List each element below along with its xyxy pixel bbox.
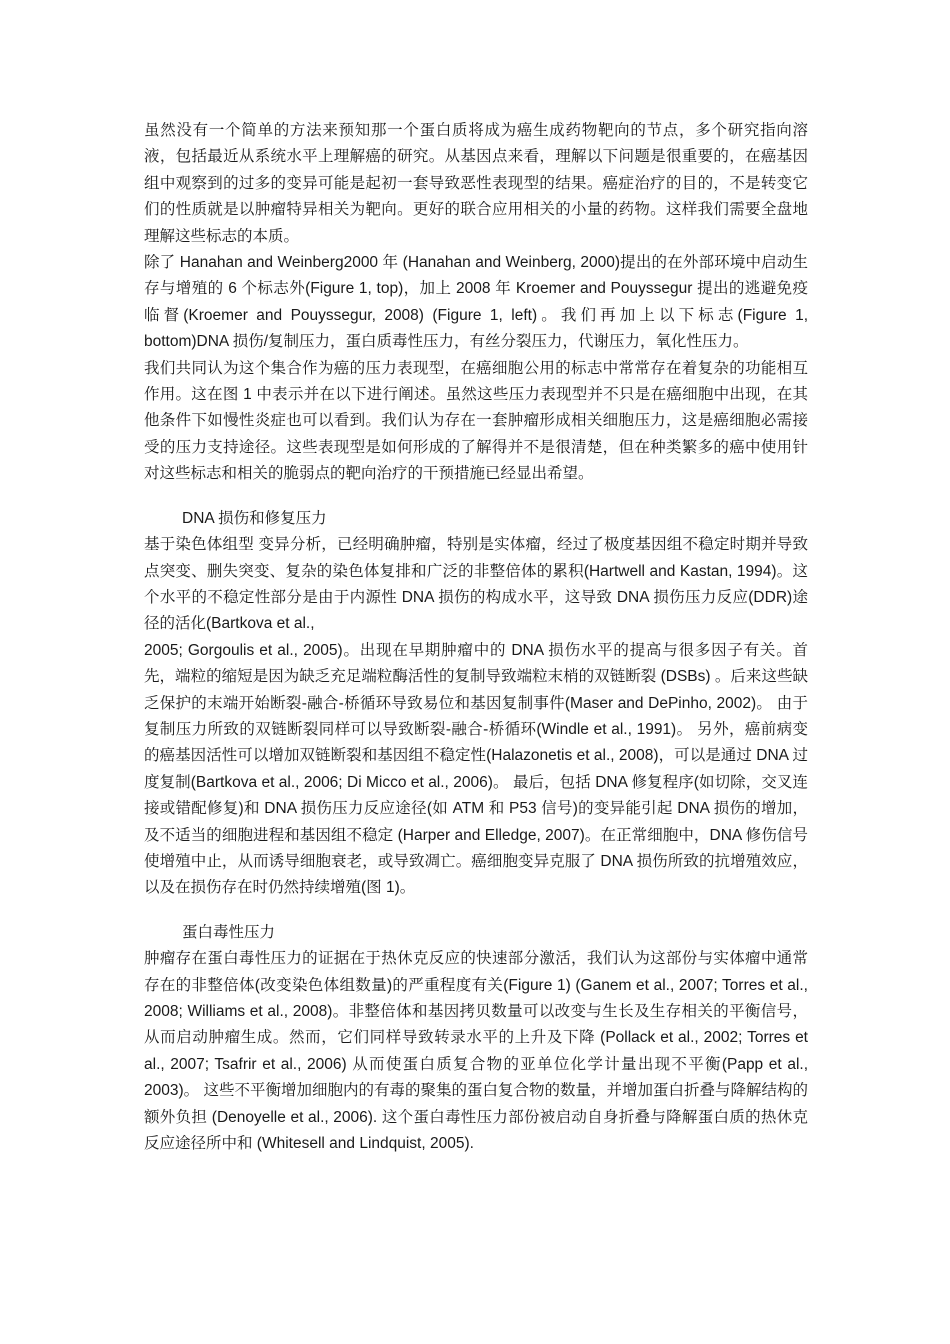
intro-paragraph-2: 除了 Hanahan and Weinberg2000 年 (Hanahan and Weinberg, 2000)提出的在外部环境中启动生存与增殖的 6 个标志外(Figure 1, top)，加上 2008 年 Kroemer and Pouyssegur 提出的逃避免疫临督(Kroemer and Pouyssegur, 2008) (Figure 1, left)。我们再加上以下标志(Figure 1, bottom)DNA 损伤/复制压力，蛋白质毒性压力，有丝分裂压力，代谢压力，氧化性压力。 — [144, 254, 808, 351]
section1-paragraph-2: 2005; Gorgoulis et al., 2005)。出现在早期肿瘤中的 DNA 损伤水平的提高与很多因子有关。首先，端粒的缩短是因为缺乏充足端粒酶活性的复制导致端粒末梢的双链断裂 (DSBs) 。后来这些缺乏保护的末端开始断裂-融合-桥循环导致易位和基因复制事件(Maser and DePinho, 2002)。 由于复制压力所致的双链断裂同样可以导致断裂-融合-桥循环(Windle et al., 1991)。 另外，癌前病变 的癌基因活性可以增加双链断裂和基因组不稳定性(Halazonetis et al., 2008)，可以是通过 DNA 过度复制(Bartkova et al., 2006; Di Micco et al., 2006)。 最后，包括 DNA 修复程序(如切除，交叉连接或错配修复)和 DNA 损伤压力反应途径(如 ATM 和 P53 信号)的变异能引起 DNA 损伤的增加，及不适当的细胞进程和基因组不稳定 (Harper and Elledge, 2007)。在正常细胞中，DNA 修伤信号使增殖中止，从而诱导细胞衰老，或导致凋亡。癌细胞变异克服了 DNA 损伤所致的抗增殖效应，以及在损伤存在时仍然持续增殖(图 1)。 — [144, 641, 808, 897]
section-heading-proteotoxic-stress: 蛋白毒性压力 — [182, 923, 276, 941]
section-heading-dna-damage: DNA 损伤和修复压力 — [182, 509, 327, 527]
intro-paragraph-3: 我们共同认为这个集合作为癌的压力表现型，在癌细胞公用的标志中常常存在着复杂的功能相互作用。这在图 1 中表示并在以下进行阐述。虽然这些压力表现型并不只是在癌细胞中出现，在其他条件下如慢性炎症也可以看到。我们认为存在一套肿瘤形成相关细胞压力，这是癌细胞必需接受的压力支持途径。这些表现型是如何形成的了解得并不是很清楚，但在种类繁多的癌中使用针对这些标志和相关的脆弱点的靶向治疗的干预措施已经显出希望。 — [144, 359, 808, 483]
section2-paragraph-1: 肿瘤存在蛋白毒性压力的证据在于热休克反应的快速部分激活，我们认为这部份与实体瘤中通常存在的非整倍体(改变染色体组数量)的严重程度有关(Figure 1) (Ganem et al., 2007; Torres et al., 2008; Williams et al., 2008)。非整倍体和基因拷贝数量可以改变与生长及生存相关的平衡信号，从而启动肿瘤生成。然而，它们同样导致转录水平的上升及下降 (Pollack et al., 2002; Torres et al., 2007; Tsafrir et al., 2006) 从而使蛋白质复合物的亚单位化学计量出现不平衡(Papp et al., 2003)。 这些不平衡增加细胞内的有毒的聚集的蛋白复合物的数量，并增加蛋白折叠与降解结构的额外负担 (Denoyelle et al., 2006). 这个蛋白毒性压力部份被启动自身折叠与降解蛋白质的热休克反应途径所中和 (Whitesell and Lindquist, 2005). — [144, 950, 808, 1153]
section1-paragraph-1: 基于染色体组型 变异分析，已经明确肿瘤，特别是实体瘤，经过了极度基因组不稳定时期并导致点突变、删失突变、复杂的染色体复排和广泛的非整倍体的累积(Hartwell and Kastan, 1994)。这个水平的不稳定性部分是由于内源性 DNA 损伤的构成水平，这导致 DNA 损伤压力反应(DDR)途径的活化(Bartkova et al., — [144, 536, 808, 633]
intro-paragraph-1: 虽然没有一个简单的方法来预知那一个蛋白质将成为癌生成药物靶向的节点，多个研究指向溶液，包括最近从系统水平上理解癌的研究。从基因点来看，理解以下问题是很重要的，在癌基因组中观察到的过多的变异可能是起初一套导致恶性表现型的结果。癌症治疗的目的，不是转变它们的性质就是以肿瘤特异相关为靶向。更好的联合应用相关的小量的药物。这样我们需要全盘地理解这些标志的本质。 — [144, 122, 808, 245]
document-page — [144, 118, 808, 1157]
